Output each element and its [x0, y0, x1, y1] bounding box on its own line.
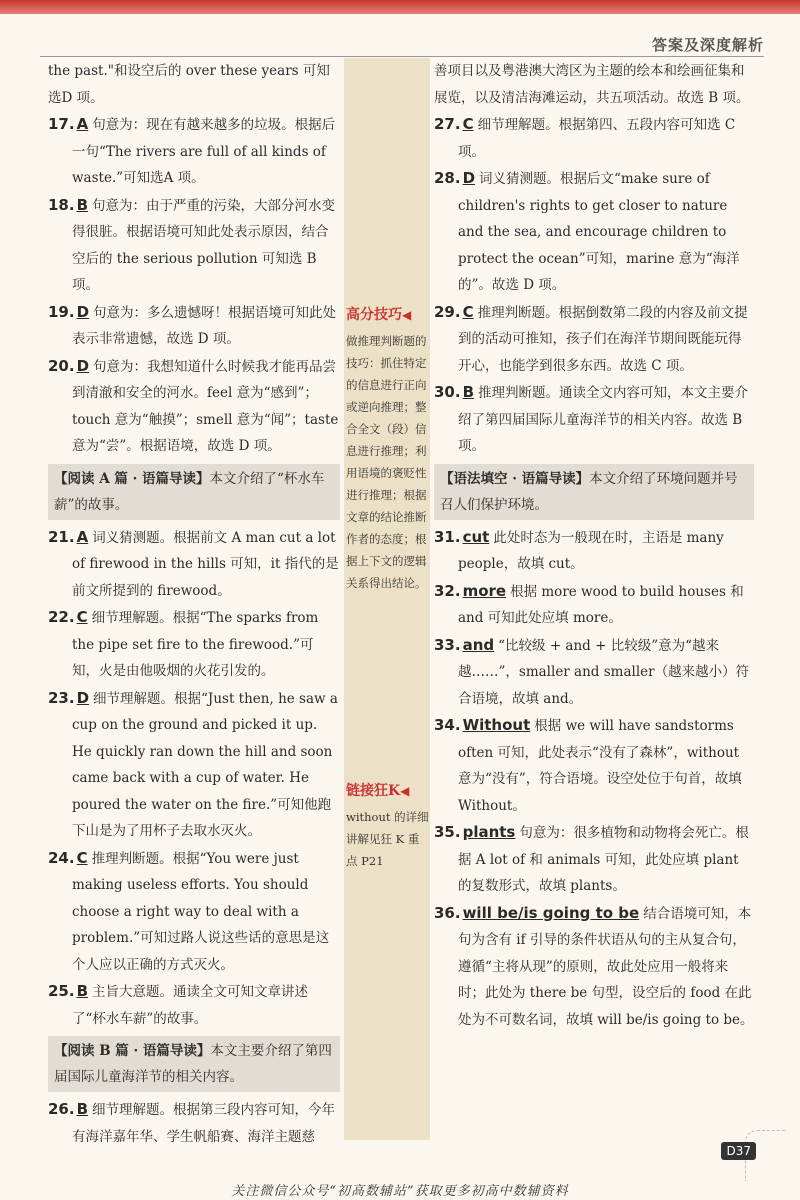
- answer-item: [48, 845, 340, 979]
- answer-key: B: [76, 982, 89, 1000]
- explanation-text: 句意为：由于严重的污染，大部分河水变得很脏。根据语境可知此处表示原因，结合空后的 the serious pollution 可知选 B 项。: [72, 197, 336, 293]
- answer-item: [434, 712, 754, 819]
- question-number: 31.: [434, 527, 461, 546]
- question-number: 25.: [48, 982, 75, 1000]
- answer-item: [434, 578, 754, 632]
- sidebar-tips: [344, 58, 430, 1140]
- tip-title-high-score: 高分技巧◀: [346, 307, 412, 323]
- question-number: 24.: [48, 848, 75, 867]
- answer-key: D: [76, 356, 90, 375]
- page-number-badge: D37: [721, 1142, 756, 1160]
- answer-key: and: [462, 635, 495, 654]
- question-number: 35.: [434, 823, 461, 841]
- answer-item: [434, 379, 754, 460]
- guide-label: 【阅读 B 篇 · 语篇导读】: [54, 1043, 211, 1059]
- answer-item: [48, 299, 340, 353]
- question-number: 33.: [434, 635, 461, 654]
- explanation-text: 根据 more wood to build houses 和 and 可知此处应填 more。: [458, 583, 744, 626]
- answer-key: A: [76, 527, 89, 546]
- tip-text-without: without 的详细讲解见狂 K 重点 P21: [346, 810, 429, 868]
- answer-key: C: [462, 115, 474, 133]
- arrow-icon: ◀: [402, 308, 412, 322]
- guide-label: 【阅读 A 篇 · 语篇导读】: [54, 470, 210, 487]
- question-number: 32.: [434, 581, 461, 600]
- explanation-text: “比较级 + and + 比较级”意为“越来越……”，smaller and smaller（越来越小）符合语境，故填 and。: [458, 637, 750, 707]
- explanation-text: 主旨大意题。通读全文可知文章讲述了“杯水车薪”的故事。: [72, 984, 309, 1027]
- answer-key: Without: [462, 716, 531, 734]
- answer-key: C: [76, 608, 88, 626]
- passage-guide: [48, 464, 340, 520]
- explanation-text: 此处时态为一般现在时，主语是 many people，故填 cut。: [458, 529, 724, 572]
- explanation-text: 细节理解题。根据“The sparks from the pipe set fire to the firewood.”可知，火是由他吸烟的火花引发的。: [72, 610, 319, 679]
- answer-item: [434, 111, 754, 165]
- explanation-text: 细节理解题。根据“Just then, he saw a cup on the ground and picked it up. He quickly ran down the hill and soon came back with a cup of water. He poured the water on the fire.”可知他跑下山是为了用杯子去取水灭火。: [72, 690, 338, 839]
- continued-text: 善项目以及粤港澳大湾区为主题的绘本和绘画征集和展览，以及清洁海滩运动，共五项活动。故选 B 项。: [434, 63, 750, 106]
- question-number: 17.: [48, 115, 75, 133]
- explanation-text: 词义猜测题。根据后文“make sure of children's rights to get closer to nature and the sea, and encourage children to protect the ocean”可知，marine 意为“海洋的”。故选 D 项。: [458, 171, 740, 293]
- answer-key: D: [76, 302, 90, 321]
- answer-item: [48, 604, 340, 685]
- question-number: 28.: [434, 169, 461, 187]
- header-divider: [40, 56, 764, 57]
- answer-key: A: [76, 115, 89, 133]
- explanation-text: 句意为：多么遗憾呀！根据语境可知此处表示非常遗憾，故选 D 项。: [72, 304, 337, 347]
- answer-key: D: [76, 688, 90, 707]
- answer-key: plants: [462, 823, 516, 841]
- question-number: 36.: [434, 903, 461, 922]
- guide-label: 【语法填空 · 语篇导读】: [440, 470, 590, 487]
- answer-item: [434, 819, 754, 900]
- answer-item: [48, 353, 340, 460]
- explanation-text: 推理判断题。根据“You were just making useless efforts. You should choose a right way to deal with a problem.”可知过路人说这些话的意思是这个人应以正确的方式灭火。: [72, 850, 330, 973]
- question-number: 30.: [434, 383, 461, 401]
- explanation-text: 句意为：很多植物和动物将会死亡。根据 A lot of 和 animals 可知，此处应填 plant 的复数形式，故填 plants。: [458, 825, 749, 894]
- question-number: 27.: [434, 115, 461, 133]
- explanation-text: 句意为：我想知道什么时候我才能再品尝到清澈和安全的河水。feel 意为“感到”；touch 意为“触摸”；smell 意为“闻”；taste 意为“尝”。根据语境，故选 D 项。: [72, 358, 339, 454]
- answer-item: [48, 524, 340, 605]
- right-column: [434, 58, 754, 1033]
- continued-text: the past."和设空后的 over these years 可知选D 项。: [48, 63, 330, 106]
- explanation-text: 细节理解题。根据第四、五段内容可知选 C 项。: [458, 117, 736, 160]
- explanation-text: 推理判断题。根据倒数第二段的内容及前文提到的活动可推知，孩子们在海洋节期间既能玩得开心，也能学到很多东西。故选 C 项。: [458, 304, 748, 374]
- question-number: 23.: [48, 688, 75, 707]
- top-color-bar: [0, 0, 800, 14]
- passage-guide: [48, 1036, 340, 1092]
- guide-text: 本文介绍了环境问题并号召人们保护环境。: [440, 470, 738, 513]
- answer-key: B: [462, 383, 475, 401]
- question-number: 29.: [434, 302, 461, 321]
- answer-key: C: [462, 302, 474, 321]
- answer-key: D: [462, 169, 476, 187]
- question-number: 26.: [48, 1100, 75, 1118]
- answer-key: B: [76, 1100, 89, 1118]
- passage-guide: [434, 464, 754, 520]
- guide-text: 本文介绍了“杯水车薪”的故事。: [54, 470, 325, 513]
- explanation-text: 根据 we will have sandstorms often 可知，此处表示“没有了森林”，without 意为“没有”，符合语境。设空处位于句首，故填 Without。: [458, 718, 742, 814]
- footer-note: 关注微信公众号“初高数辅站”获取更多初高中数辅资料: [231, 1184, 569, 1199]
- arrow-icon: ◀: [400, 784, 410, 798]
- page-header-title: 答案及深度解析: [651, 36, 764, 54]
- answer-item: [48, 111, 340, 192]
- explanation-text: 推理判断题。通读全文内容可知，本文主要介绍了第四届国际儿童海洋节的相关内容。故选 B 项。: [458, 385, 749, 454]
- guide-text: 本文主要介绍了第四届国际儿童海洋节的相关内容。: [54, 1043, 332, 1085]
- question-number: 19.: [48, 302, 75, 321]
- answer-item: [434, 900, 754, 1034]
- tip-text-inference: 做推理判断题的技巧：抓住特定的信息进行正向或逆向推理；整合全文（段）信息进行推理；利用语境的褒贬性进行推理；根据文章的结论推断作者的态度；根据上下文的逻辑关系得出结论。: [346, 334, 427, 590]
- answer-item: [48, 685, 340, 845]
- question-number: 34.: [434, 716, 461, 734]
- question-number: 20.: [48, 356, 75, 375]
- answer-item: [48, 978, 340, 1032]
- explanation-text: 结合语境可知，本句为含有 if 引导的条件状语从句的主从复合句，遵循“主将从现”的原则，故此处应用一般将来时；此处为 there be 句型，设空后的 food 在此处为不可数名词，故填 will be/is going to be。: [458, 905, 754, 1028]
- answer-key: will be/is going to be: [462, 903, 640, 922]
- answer-item: [434, 632, 754, 713]
- question-number: 22.: [48, 608, 75, 626]
- explanation-text: 词义猜测题。根据前文 A man cut a lot of firewood in the hills 可知，it 指代的是前文所提到的 firewood。: [72, 529, 339, 599]
- answer-key: B: [76, 195, 89, 214]
- answer-key: more: [462, 581, 507, 600]
- question-number: 21.: [48, 527, 75, 546]
- answer-key: C: [76, 848, 88, 867]
- left-column: [48, 58, 340, 1150]
- tip-title-link: 链接狂K◀: [346, 783, 410, 799]
- explanation-text: 句意为：现在有越来越多的垃圾。根据后一句“The rivers are full of all kinds of waste.”可知选A 项。: [72, 117, 336, 186]
- answer-item: [48, 1096, 340, 1150]
- answer-item: [434, 299, 754, 380]
- answer-item: [434, 165, 754, 299]
- answer-item: [48, 192, 340, 299]
- answer-key: cut: [462, 527, 490, 546]
- question-number: 18.: [48, 195, 75, 214]
- answer-item: [434, 524, 754, 578]
- explanation-text: 细节理解题。根据第三段内容可知，今年有海洋嘉年华、学生帆船赛、海洋主题慈: [72, 1102, 336, 1145]
